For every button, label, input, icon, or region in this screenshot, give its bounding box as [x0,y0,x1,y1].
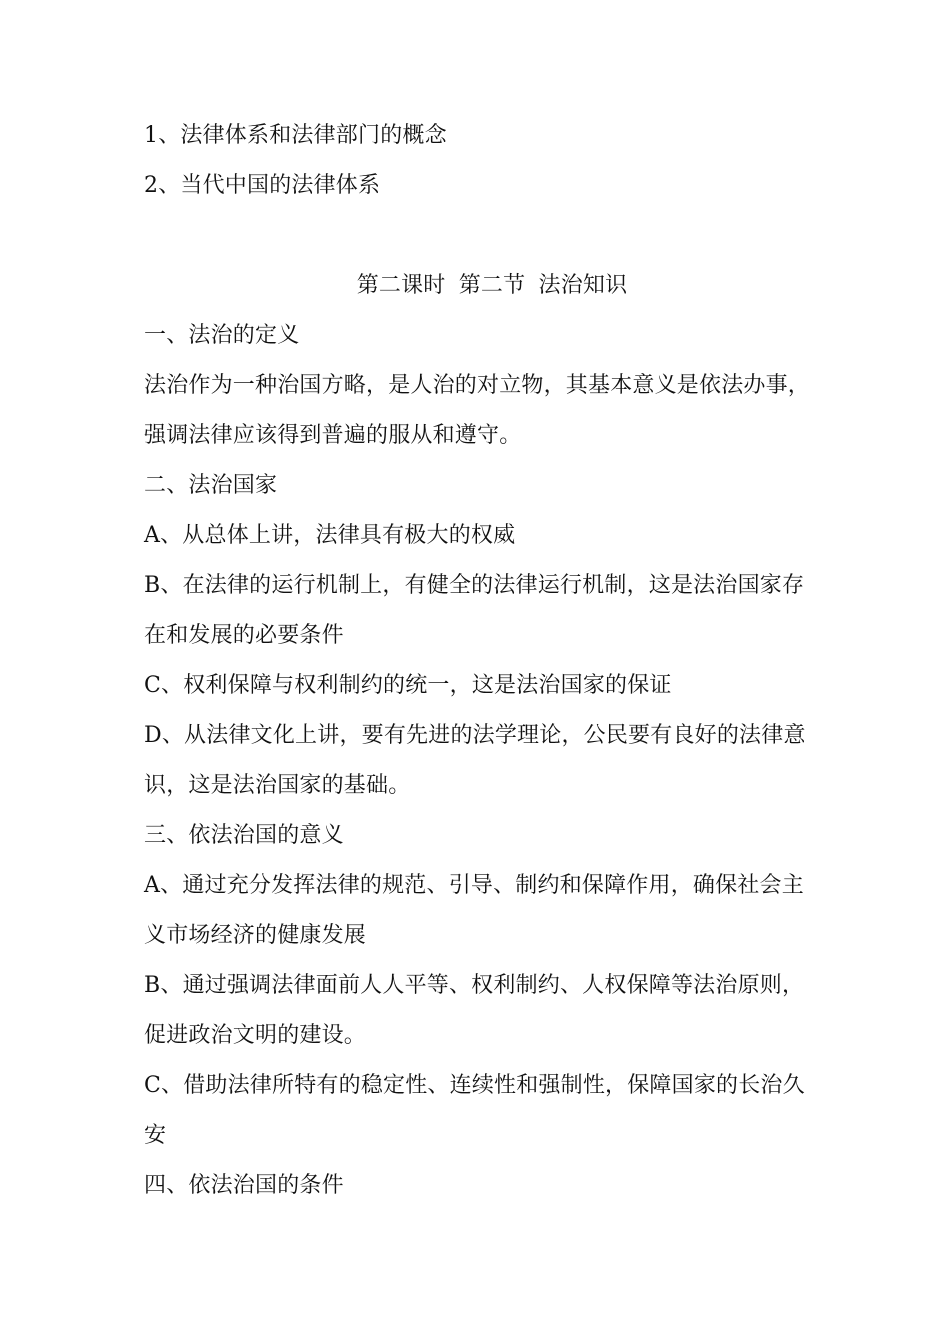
paragraph-line: 强调法律应该得到普遍的服从和遵守。 [144,423,522,448]
blank-line [144,211,814,261]
list-item-b: B、通过强调法律面前人人平等、权利制约、人权保障等法治原则， [144,973,805,998]
section-heading-1: 一、法治的定义 [144,323,300,348]
list-item-a: A、从总体上讲，法律具有极大的权威 [144,523,516,548]
section-heading-3: 三、依法治国的意义 [144,823,344,848]
list-item-c: C、借助法律所特有的稳定性、连续性和强制性，保障国家的长治久 [144,1073,805,1098]
section-heading-2: 二、法治国家 [144,473,278,498]
list-item-d: D、从法律文化上讲，要有先进的法学理论，公民要有良好的法律意 [144,723,806,748]
list-item-c-continued: 安 [144,1123,167,1148]
list-item-a-continued: 义市场经济的健康发展 [144,923,367,948]
section-heading-4: 四、依法治国的条件 [144,1173,344,1198]
lesson-heading: 第二课时 第二节 法治知识 [356,273,628,298]
list-item-a: A、通过充分发挥法律的规范、引导、制约和保障作用，确保社会主 [144,873,804,898]
list-item-b: B、在法律的运行机制上，有健全的法律运行机制，这是法治国家存 [144,573,805,598]
list-item-b-continued: 促进政治文明的建设。 [144,1023,367,1048]
list-item-b-continued: 在和发展的必要条件 [144,623,344,648]
toc-item-1: 1、法律体系和法律部门的概念 [144,123,447,148]
toc-item-2: 2、当代中国的法律体系 [144,173,381,198]
list-item-c: C、权利保障与权利制约的统一，这是法治国家的保证 [144,673,672,698]
list-item-d-continued: 识，这是法治国家的基础。 [144,773,411,798]
document-body [144,111,814,1211]
paragraph-line: 法治作为一种治国方略，是人治的对立物，其基本意义是依法办事， [144,373,811,398]
